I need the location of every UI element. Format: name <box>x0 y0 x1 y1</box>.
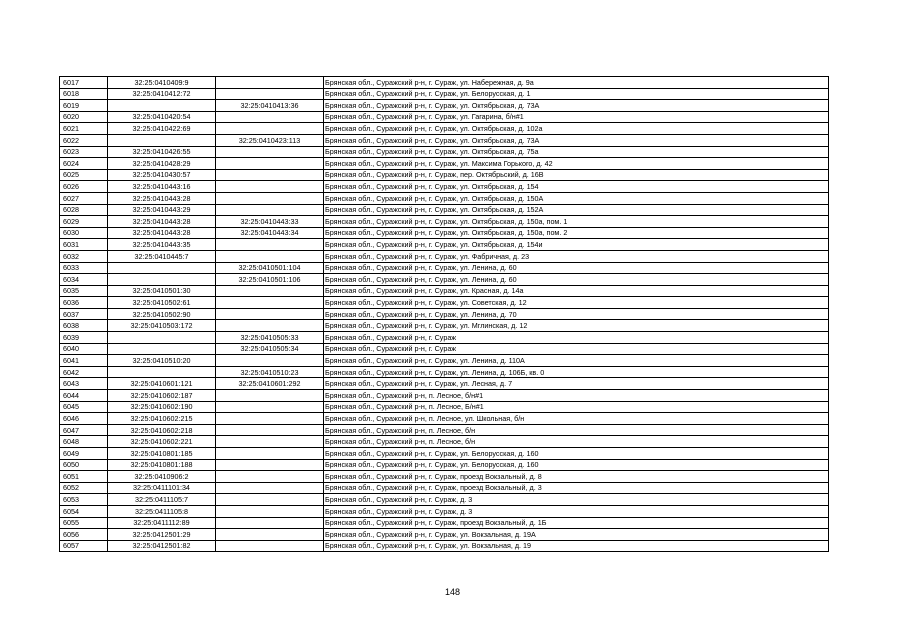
linked-cadastral-number-cell <box>216 146 324 158</box>
row-number-cell: 6031 <box>60 239 108 251</box>
table-row <box>60 424 829 436</box>
cadastral-number-cell <box>108 343 216 355</box>
table-row <box>60 436 829 448</box>
address-cell: Брянская обл., Суражский р-н, г. Сураж, ул. Красная, д. 14а <box>324 285 829 297</box>
linked-cadastral-number-cell <box>216 285 324 297</box>
address-cell: Брянская обл., Суражский р-н, г. Сураж, ул. Октябрьская, д. 75а <box>324 146 829 158</box>
table-row <box>60 204 829 216</box>
cadastral-number-cell <box>108 366 216 378</box>
cadastral-number-cell: 32:25:0410602:187 <box>108 390 216 402</box>
linked-cadastral-number-cell <box>216 169 324 181</box>
cadastral-number-cell: 32:25:0411101:34 <box>108 482 216 494</box>
linked-cadastral-number-cell <box>216 88 324 100</box>
row-number-cell: 6043 <box>60 378 108 390</box>
linked-cadastral-number-cell: 32:25:0410501:106 <box>216 274 324 286</box>
table-row <box>60 517 829 529</box>
row-number-cell: 6023 <box>60 146 108 158</box>
address-cell: Брянская обл., Суражский р-н, г. Сураж, ул. Октябрьская, д. 150а, пом. 1 <box>324 216 829 228</box>
cadastral-number-cell: 32:25:0410602:221 <box>108 436 216 448</box>
table-row <box>60 158 829 170</box>
linked-cadastral-number-cell <box>216 529 324 541</box>
address-cell: Брянская обл., Суражский р-н, г. Сураж, ул. Октябрьская, д. 150а, пом. 2 <box>324 227 829 239</box>
row-number-cell: 6056 <box>60 529 108 541</box>
linked-cadastral-number-cell <box>216 471 324 483</box>
table-row <box>60 529 829 541</box>
linked-cadastral-number-cell <box>216 517 324 529</box>
linked-cadastral-number-cell: 32:25:0410423:113 <box>216 134 324 146</box>
row-number-cell: 6047 <box>60 424 108 436</box>
address-cell: Брянская обл., Суражский р-н, г. Сураж, ул. Октябрьская, д. 73А <box>324 100 829 112</box>
cadastral-number-cell: 32:25:0410443:16 <box>108 181 216 193</box>
table-row <box>60 100 829 112</box>
table-row <box>60 88 829 100</box>
linked-cadastral-number-cell <box>216 158 324 170</box>
address-cell: Брянская обл., Суражский р-н, г. Сураж, ул. Набережная, д. 9а <box>324 77 829 89</box>
cadastral-number-cell <box>108 332 216 344</box>
linked-cadastral-number-cell <box>216 482 324 494</box>
table-row <box>60 366 829 378</box>
cadastral-number-cell: 32:25:0410443:28 <box>108 227 216 239</box>
address-cell: Брянская обл., Суражский р-н, г. Сураж, д. 3 <box>324 494 829 506</box>
table-row <box>60 390 829 402</box>
cadastral-number-cell: 32:25:0410602:190 <box>108 401 216 413</box>
cadastral-number-cell <box>108 134 216 146</box>
address-cell: Брянская обл., Суражский р-н, г. Сураж, ул. Ленина, д. 70 <box>324 308 829 320</box>
address-cell: Брянская обл., Суражский р-н, г. Сураж, д. 3 <box>324 505 829 517</box>
row-number-cell: 6033 <box>60 262 108 274</box>
row-number-cell: 6026 <box>60 181 108 193</box>
linked-cadastral-number-cell <box>216 204 324 216</box>
table-row <box>60 459 829 471</box>
linked-cadastral-number-cell: 32:25:0410510:23 <box>216 366 324 378</box>
address-cell: Брянская обл., Суражский р-н, г. Сураж, ул. Вокзальная, д. 19 <box>324 540 829 552</box>
address-cell: Брянская обл., Суражский р-н, г. Сураж, ул. Октябрьская, д. 102а <box>324 123 829 135</box>
linked-cadastral-number-cell: 32:25:0410505:34 <box>216 343 324 355</box>
linked-cadastral-number-cell <box>216 239 324 251</box>
table-row <box>60 146 829 158</box>
row-number-cell: 6040 <box>60 343 108 355</box>
table-row <box>60 181 829 193</box>
row-number-cell: 6018 <box>60 88 108 100</box>
cadastral-number-cell: 32:25:0410510:20 <box>108 355 216 367</box>
cadastral-number-cell: 32:25:0410445:7 <box>108 250 216 262</box>
cadastral-number-cell: 32:25:0410422:69 <box>108 123 216 135</box>
linked-cadastral-number-cell <box>216 459 324 471</box>
address-cell: Брянская обл., Суражский р-н, г. Сураж, ул. Октябрьская, д. 154и <box>324 239 829 251</box>
address-cell: Брянская обл., Суражский р-н, г. Сураж, ул. Октябрьская, д. 150А <box>324 192 829 204</box>
row-number-cell: 6051 <box>60 471 108 483</box>
table-row <box>60 471 829 483</box>
table-row <box>60 216 829 228</box>
row-number-cell: 6045 <box>60 401 108 413</box>
table-row <box>60 413 829 425</box>
linked-cadastral-number-cell: 32:25:0410505:33 <box>216 332 324 344</box>
cadastral-number-cell: 32:25:0410443:35 <box>108 239 216 251</box>
table-row <box>60 448 829 460</box>
row-number-cell: 6025 <box>60 169 108 181</box>
linked-cadastral-number-cell <box>216 320 324 332</box>
linked-cadastral-number-cell <box>216 308 324 320</box>
cadastral-number-cell: 32:25:0412501:29 <box>108 529 216 541</box>
address-cell: Брянская обл., Суражский р-н, г. Сураж, ул. Ленина, д. 60 <box>324 262 829 274</box>
row-number-cell: 6034 <box>60 274 108 286</box>
table-row <box>60 192 829 204</box>
row-number-cell: 6035 <box>60 285 108 297</box>
cadastral-number-cell: 32:25:0410502:61 <box>108 297 216 309</box>
cadastral-number-cell: 32:25:0410801:185 <box>108 448 216 460</box>
address-cell: Брянская обл., Суражский р-н, г. Сураж, проезд Вокзальный, д. 8 <box>324 471 829 483</box>
linked-cadastral-number-cell <box>216 401 324 413</box>
row-number-cell: 6024 <box>60 158 108 170</box>
table-row <box>60 285 829 297</box>
cadastral-number-cell: 32:25:0410502:90 <box>108 308 216 320</box>
address-cell: Брянская обл., Суражский р-н, г. Сураж, проезд Вокзальный, д. 3 <box>324 482 829 494</box>
row-number-cell: 6019 <box>60 100 108 112</box>
linked-cadastral-number-cell <box>216 540 324 552</box>
row-number-cell: 6021 <box>60 123 108 135</box>
address-cell: Брянская обл., Суражский р-н, г. Сураж, ул. Белорусская, д. 160 <box>324 459 829 471</box>
row-number-cell: 6017 <box>60 77 108 89</box>
address-cell: Брянская обл., Суражский р-н, г. Сураж, ул. Советская, д. 12 <box>324 297 829 309</box>
address-cell: Брянская обл., Суражский р-н, п. Лесное, Б/н#1 <box>324 401 829 413</box>
table-row <box>60 308 829 320</box>
cadastral-number-cell: 32:25:0410420:54 <box>108 111 216 123</box>
linked-cadastral-number-cell <box>216 505 324 517</box>
table-row <box>60 494 829 506</box>
linked-cadastral-number-cell <box>216 250 324 262</box>
address-cell: Брянская обл., Суражский р-н, г. Сураж, ул. Октябрьская, д. 154 <box>324 181 829 193</box>
address-cell: Брянская обл., Суражский р-н, г. Сураж, пер. Октябрьский, д. 16В <box>324 169 829 181</box>
row-number-cell: 6057 <box>60 540 108 552</box>
cadastral-number-cell: 32:25:0410428:29 <box>108 158 216 170</box>
linked-cadastral-number-cell: 32:25:0410501:104 <box>216 262 324 274</box>
address-cell: Брянская обл., Суражский р-н, г. Сураж, ул. Белорусская, д. 1 <box>324 88 829 100</box>
row-number-cell: 6032 <box>60 250 108 262</box>
cadastral-number-cell: 32:25:0410430:57 <box>108 169 216 181</box>
row-number-cell: 6039 <box>60 332 108 344</box>
linked-cadastral-number-cell <box>216 192 324 204</box>
cadastral-number-cell: 32:25:0410602:218 <box>108 424 216 436</box>
address-cell: Брянская обл., Суражский р-н, п. Лесное, б/н#1 <box>324 390 829 402</box>
table-row <box>60 332 829 344</box>
table-row <box>60 355 829 367</box>
address-cell: Брянская обл., Суражский р-н, п. Лесное, б/н <box>324 424 829 436</box>
address-cell: Брянская обл., Суражский р-н, п. Лесное, ул. Школьная, б/н <box>324 413 829 425</box>
cadastral-number-cell: 32:25:0410443:29 <box>108 204 216 216</box>
row-number-cell: 6029 <box>60 216 108 228</box>
page-number: 148 <box>444 587 461 597</box>
table-row <box>60 169 829 181</box>
cadastral-number-cell: 32:25:0410426:55 <box>108 146 216 158</box>
address-cell: Брянская обл., Суражский р-н, г. Сураж, ул. Мглинская, д. 12 <box>324 320 829 332</box>
cadastral-number-cell <box>108 100 216 112</box>
row-number-cell: 6036 <box>60 297 108 309</box>
table-row <box>60 297 829 309</box>
row-number-cell: 6048 <box>60 436 108 448</box>
address-cell: Брянская обл., Суражский р-н, г. Сураж, ул. Лесная, д. 7 <box>324 378 829 390</box>
table-row <box>60 343 829 355</box>
address-cell: Брянская обл., Суражский р-н, г. Сураж, ул. Вокзальная, д. 19А <box>324 529 829 541</box>
linked-cadastral-number-cell <box>216 390 324 402</box>
linked-cadastral-number-cell: 32:25:0410601:292 <box>216 378 324 390</box>
row-number-cell: 6022 <box>60 134 108 146</box>
linked-cadastral-number-cell <box>216 494 324 506</box>
cadastral-number-cell: 32:25:0410906:2 <box>108 471 216 483</box>
table-row <box>60 482 829 494</box>
cadastral-number-cell: 32:25:0410409:9 <box>108 77 216 89</box>
cadastral-number-cell <box>108 262 216 274</box>
table-row <box>60 111 829 123</box>
linked-cadastral-number-cell <box>216 413 324 425</box>
table-row <box>60 378 829 390</box>
address-cell: Брянская обл., Суражский р-н, г. Сураж, ул. Белорусская, д. 160 <box>324 448 829 460</box>
row-number-cell: 6038 <box>60 320 108 332</box>
cadastral-number-cell: 32:25:0410443:28 <box>108 192 216 204</box>
linked-cadastral-number-cell <box>216 355 324 367</box>
cadastral-number-cell: 32:25:0410412:72 <box>108 88 216 100</box>
row-number-cell: 6052 <box>60 482 108 494</box>
row-number-cell: 6041 <box>60 355 108 367</box>
table-row <box>60 123 829 135</box>
table-row <box>60 401 829 413</box>
row-number-cell: 6046 <box>60 413 108 425</box>
linked-cadastral-number-cell <box>216 123 324 135</box>
table-row <box>60 239 829 251</box>
linked-cadastral-number-cell <box>216 181 324 193</box>
cadastral-number-cell: 32:25:0412501:82 <box>108 540 216 552</box>
registry-table-body <box>60 77 829 552</box>
address-cell: Брянская обл., Суражский р-н, п. Лесное, б/н <box>324 436 829 448</box>
registry-table <box>59 76 829 552</box>
cadastral-number-cell: 32:25:0410602:215 <box>108 413 216 425</box>
row-number-cell: 6020 <box>60 111 108 123</box>
row-number-cell: 6042 <box>60 366 108 378</box>
cadastral-number-cell: 32:25:0410801:188 <box>108 459 216 471</box>
cadastral-number-cell: 32:25:0411112:89 <box>108 517 216 529</box>
row-number-cell: 6027 <box>60 192 108 204</box>
row-number-cell: 6037 <box>60 308 108 320</box>
table-row <box>60 540 829 552</box>
address-cell: Брянская обл., Суражский р-н, г. Сураж, ул. Максима Горького, д. 42 <box>324 158 829 170</box>
linked-cadastral-number-cell <box>216 436 324 448</box>
row-number-cell: 6049 <box>60 448 108 460</box>
table-row <box>60 320 829 332</box>
table-row <box>60 505 829 517</box>
address-cell: Брянская обл., Суражский р-н, г. Сураж, ул. Ленина, д. 110А <box>324 355 829 367</box>
linked-cadastral-number-cell <box>216 448 324 460</box>
linked-cadastral-number-cell <box>216 297 324 309</box>
address-cell: Брянская обл., Суражский р-н, г. Сураж <box>324 332 829 344</box>
linked-cadastral-number-cell <box>216 77 324 89</box>
address-cell: Брянская обл., Суражский р-н, г. Сураж, ул. Гагарина, б/н#1 <box>324 111 829 123</box>
table-row <box>60 227 829 239</box>
row-number-cell: 6028 <box>60 204 108 216</box>
address-cell: Брянская обл., Суражский р-н, г. Сураж, ул. Октябрьская, д. 152А <box>324 204 829 216</box>
linked-cadastral-number-cell <box>216 111 324 123</box>
table-row <box>60 250 829 262</box>
address-cell: Брянская обл., Суражский р-н, г. Сураж, проезд Вокзальный, д. 1Б <box>324 517 829 529</box>
cadastral-number-cell: 32:25:0410501:30 <box>108 285 216 297</box>
address-cell: Брянская обл., Суражский р-н, г. Сураж <box>324 343 829 355</box>
row-number-cell: 6030 <box>60 227 108 239</box>
cadastral-number-cell: 32:25:0411105:8 <box>108 505 216 517</box>
linked-cadastral-number-cell: 32:25:0410443:33 <box>216 216 324 228</box>
row-number-cell: 6053 <box>60 494 108 506</box>
row-number-cell: 6054 <box>60 505 108 517</box>
linked-cadastral-number-cell <box>216 424 324 436</box>
cadastral-number-cell: 32:25:0410443:28 <box>108 216 216 228</box>
address-cell: Брянская обл., Суражский р-н, г. Сураж, ул. Ленина, д. 60 <box>324 274 829 286</box>
table-row <box>60 262 829 274</box>
address-cell: Брянская обл., Суражский р-н, г. Сураж, ул. Фабричная, д. 23 <box>324 250 829 262</box>
cadastral-number-cell: 32:25:0410503:172 <box>108 320 216 332</box>
linked-cadastral-number-cell: 32:25:0410443:34 <box>216 227 324 239</box>
address-cell: Брянская обл., Суражский р-н, г. Сураж, ул. Ленина, д. 106Б, кв. 0 <box>324 366 829 378</box>
linked-cadastral-number-cell: 32:25:0410413:36 <box>216 100 324 112</box>
row-number-cell: 6044 <box>60 390 108 402</box>
cadastral-number-cell <box>108 274 216 286</box>
table-row <box>60 77 829 89</box>
row-number-cell: 6055 <box>60 517 108 529</box>
table-row <box>60 274 829 286</box>
cadastral-number-cell: 32:25:0410601:121 <box>108 378 216 390</box>
cadastral-number-cell: 32:25:0411105:7 <box>108 494 216 506</box>
table-row <box>60 134 829 146</box>
address-cell: Брянская обл., Суражский р-н, г. Сураж, ул. Октябрьская, д. 73А <box>324 134 829 146</box>
row-number-cell: 6050 <box>60 459 108 471</box>
